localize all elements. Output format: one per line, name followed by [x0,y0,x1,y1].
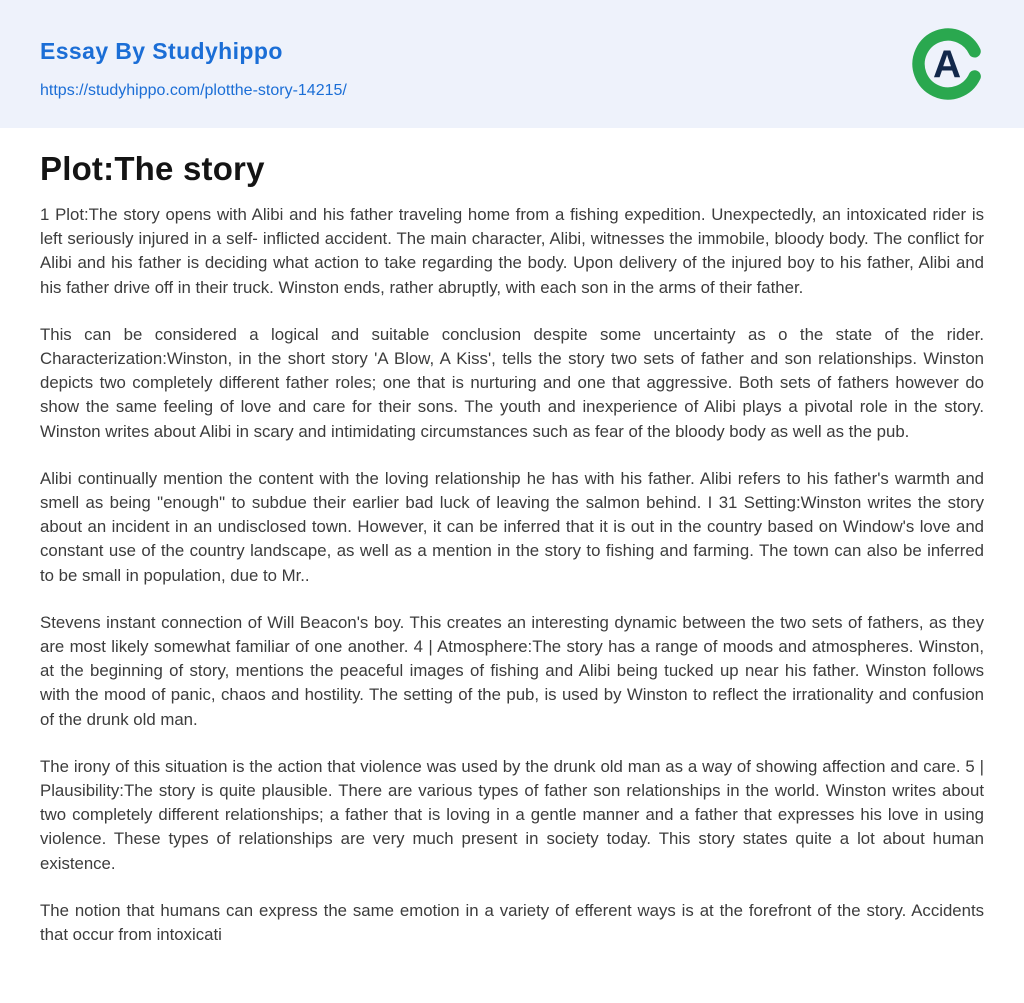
header-text-block [40,26,347,100]
source-url-link[interactable]: https://studyhippo.com/plotthe-story-14215/ [40,82,347,99]
essay-paragraph: Alibi continually mention the content with the loving relationship he has with his father. Alibi refers to his father's warmth and smell as being "enough" to subdue their earlier bad luck of leaving the salmon behind. I 31 Setting:Winston writes the story about an incident in an undisclosed town. However, it can be inferred that it is out in the country based on Window's love and constant use of the country landscape, as well as a mention in the story to fishing and farming. The town can also be inferred to be small in population, due to Mr.. [40,468,984,585]
studyhippo-logo-icon [910,26,986,102]
page-header [0,0,1024,128]
essay-paragraph: The irony of this situation is the action that violence was used by the drunk old man as a way of showing affection and care. 5 | Plausibility:The story is quite plausible. There are various types of father son relationships in the world. Winston writes about two completely different relationships; a father that is loving in a gentle manner and a father that expresses his love in using violence. These types of relationships are very much present in society today. This story states quite a lot about human existence. [40,756,984,873]
essay-paragraph: Stevens instant connection of Will Beacon's boy. This creates an interesting dynamic between the two sets of fathers, as they are most likely somewhat familiar of one another. 4 | Atmosphere:The story has a range of moods and atmospheres. Winston, at the beginning of story, mentions the peaceful images of fishing and Alibi being tucked up near his father. Winston follows with the mood of panic, chaos and hostility. The setting of the pub, is used by Winston to reflect the irrationality and confusion of the drunk old man. [40,612,984,729]
page-title: Plot:The story [40,150,265,187]
essay-paragraph: 1 Plot:The story opens with Alibi and his father traveling home from a fishing expedition. Unexpectedly, an intoxicated rider is left seriously injured in a self- inflicted accident. The main character, Alibi, witnesses the immobile, bloody body. The conflict for Alibi and his father is deciding what action to take regarding the body. Upon delivery of the injured boy to his father, Alibi and his father drive off in their truck. Winston ends, rather abruptly, with each son in the arms of their father. [40,205,984,297]
essay-byline-link[interactable]: Essay By Studyhippo [40,38,283,64]
essay-content [0,150,1024,947]
essay-paragraph: The notion that humans can express the same emotion in a variety of efferent ways is at the forefront of the story. Accidents that occur from intoxicati [40,900,984,945]
essay-paragraph: This can be considered a logical and suitable conclusion despite some uncertainty as o the state of the rider. Characterization:Winston, in the short story 'A Blow, A Kiss', tells the story two sets of father and son relationships. Winston depicts two completely different father roles; one that is nurturing and one that aggressive. Both sets of fathers however do show the same feeling of love and care for their sons. The youth and inexperience of Alibi plays a pivotal role in the story. Winston writes about Alibi in scary and intimidating circumstances such as fear of the bloody body as well as the pub. [40,324,984,441]
logo-letter: A [932,43,962,87]
